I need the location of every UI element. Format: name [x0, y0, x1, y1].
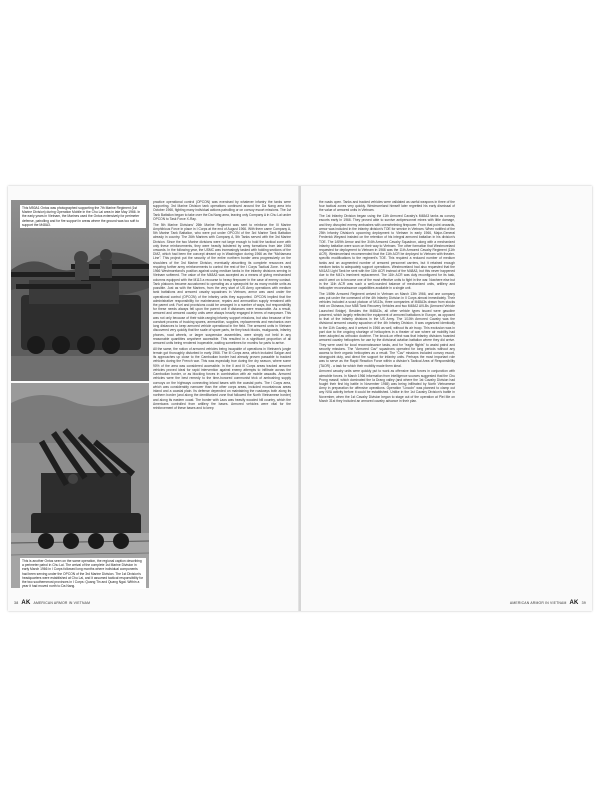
running-title-right: AMERICAN ARMOR IN VIETNAM	[509, 600, 567, 605]
page-number-right: 39	[581, 600, 586, 605]
photo-bottom-caption: This is another Ontos seen on the same operation, the regional caption describing a perimeter patrol in Chu Lai. The arrival of the complete 1st Marine Division in early March 1966 in I Corps followed long months where individual components had been serving under the OPCON of the 3rd Marine Division. The 1st Division's headquarters were established at Chu Lai, and it assumed tactical responsibility for the two southernmost provinces in I Corps: Quang Tin and Quang Ngai. Within a year it had moved north to Da Nang.	[20, 558, 146, 589]
right-paragraph: Armored cavalry units were quickly put to work as offensive task forces in conjunction with airmobile forces. In March 1966 information from intelligence sources suggested that the Chu Prong massif, which dominated the Ia Drang valley (and where the 1st Cavalry Division had fought their first big battle in November 1965) was being infiltrated by North Vietnamese Army in preparation for offensive operations. Operation "Lincoln" was planned to clamp out any NVA activity before it could be established. Unlike in the 1st Cavalry Division's battle in November, when the 1st Cavalry Division began to stage out of the operation at Plei Me on March 31st they included an armored cavalry advance in their plan.	[319, 369, 455, 403]
ak-logo: AK	[569, 599, 579, 606]
left-body-column	[153, 200, 291, 598]
page-number-left: 38	[14, 600, 19, 605]
running-title-left: AMERICAN ARMOR IN VIETNAM	[33, 600, 91, 605]
left-paragraph: The 5th Marine Divisions' 26th Marine Regiment was sent to reinforce the III Marine Amphibious Force in place in I Corps at the end of August 1966. With them came Company A, 5th Marine Tank Battalion, who were put under OPCON of the 3rd Marine Tank Battalion already in country. The 26th Marines with Company A, 5th Tanks served with the 3rd Marine Division. Since the two Marine divisions were not large enough to hold the tactical zone with only these reinforcements, they were heavily bolstered by army formations from late 1966 onwards. In the following year, the USMC was increasingly tasked with holding sections of the DMZ, which had been the concept dreamt up in Washington during 1966 as the "McNamara Line". This project put the security of the entire northern border area progressively on the shoulders of the 3rd Marine Division, eventually absorbing its complete resources and requiring further army reinforcements to control the rest of the I Corps Tactical Zone. In early 1966 Westmoreland's position against using medium tanks in the infantry divisions serving in Vietnam softened. The value of the M48A3 was accepted as a means of giving mechanized columns equipped with the M113 a recourse to heavy firepower in the case of enemy contact. Tank platoons became accustomed to operating as a spearpoint for as many mobile units as possible. Just as with the Marines, from the very start of US Army operations with medium tank battalions and armored cavalry squadrons in Vietnam, armor was used under the operational control (OPCON) of the infantry units they supported. OPCON implied that the administrative responsibility for maintenance, repairs and ammunition supply remained with the parent unit. Fuel and provisions could be arranged in a number of ways, but responsibility for these needs always fell upon the parent unit if distances were reasonable. As a result, armored and armored cavalry units were always heavily engaged in terms of manpower. This was not only because of their wide-ranging infantry support missions, but also because of the constant process of trucking spares, ammunition, supplies, replacements and mechanics over long distances to keep armored vehicle operational in the field. The armored units in Vietnam discovered very quickly that the scale of spare parts, be they track blocks, mudguards, infantry phones, road wheels, or larger suspension assemblies, were simply not held in any reasonable quantities anywhere accessible. This resulted in a significant proportion of all armored units being rendered inoperable, waiting sometimes for months for parts to arrive.	[153, 222, 291, 346]
right-paragraph: The 1/69th Armored Regiment arrived in Vietnam on March 13th 1966, and one company was put under the command of the 4th Infantry Division in II Corps almost immediately. Their vehicles included a scout platoon of M113s, three companies of M48A3s drawn from stocks held on Okinawa, four M88 Tank Recovery Vehicles and two M48A2 AVLBs (Armored Vehicle Launched Bridge). Besides the M48A3s, all other vehicle types issued were gasoline powered, which largely reflected the equipment of armored battalions in Europe, as opposed to that of the infantry divisions in the US Army. The 1/10th Armored Cavalry was the divisional armored cavalry squadron of the 4th Infantry Division. It was organized identically to the 11th Cavalry, and it arrived in 1966 as well, without its air troop. This exclusion was in part due to the ongoing shortage of helicopters in a theater of war where air mobility had been adopted as orthodox doctrine. The knock-on effect was that infantry divisions hoarded armored cavalry helicopters for use by the divisional aviation battalion where they did arrive. They were used for local reconnaissance tasks, and for "eagle flights" to assist patrol and security missions. The "Armored Cav" squadrons operated for long periods without any access to their organic helicopters as a result. The "Cav" missions included convoy escort, strongpoint duty, and direct fire support for infantry units. Perhaps the most important role was to serve as the Rapid Reaction Force within a division's Tactical Area of Responsibility (TAOR) - a task for which their mobility made them ideal.	[319, 291, 455, 368]
right-paragraph: The 1st Infantry Division began using the 11th Armored Cavalry's M48A3 tanks as convoy escorts early in 1966. They proved able to survive antipersonnel mines with little damage, and they disrupted enemy ambushes with overwhelming firepower. From that point onwards, armor was included in the infantry division's TOE for service in Vietnam. When notified of the 25th Infantry Division's upcoming deployment to Vietnam in early 1966, Major-General Frederick Weyand insisted on the retention of his integral armored battalion in his division's TOE. The 1/69th Armor and the 3/4th Armored Cavalry Squadron, along with a mechanized infantry battalion were soon on their way to Vietnam. The other formation that Westmoreland requested for deployment to Vietnam in 1966 was the 11th Armored Cavalry Regiment (11th ACR). Westmoreland recommended that the 11th ACR be deployed to Vietnam with theater-specific modifications to the regiment's TOE. This required a reduced number of medium tanks and an augmented number of armored personnel carriers, but it retained enough medium tanks to adequately support operations. Westmoreland had also requested that the M41A3 Light Tank be sent with the 11th ACR instead of the M48A3, but this never happened due to the M41's imminent replacement. The 11th ACR was duly reconfigured for its task, and it went on to become one of the most effective units to fight in the war. Nowhere else but in the 11th ACR was such a well-rounded balance of mechanized units, artillery and helicopter reconnaissance capabilities available in a single unit.	[319, 214, 455, 291]
left-footer	[14, 599, 90, 606]
left-paragraph: practice operational control (OPCON) was exercised by whatever infantry the tanks were supporting. 3rd Marine Division tank operations continued around the Da Nang area into October 1966, fighting many individual actions patrolling or on convoy escort missions. The 1st Tank Battalion began to take over the Da Nang area, leaving only Company A in Chu Lai under OPCON to Task Force X-Ray.	[153, 200, 291, 221]
ak-logo: AK	[21, 599, 31, 606]
right-body-column-a	[319, 200, 455, 598]
right-footer	[510, 599, 586, 606]
book-spread	[8, 186, 592, 611]
right-page	[301, 186, 592, 611]
right-paragraph: the roads open. Tanks and tracked vehicles were validated as useful weapons in three of the four tactical zones very quickly. Westmoreland himself later regretted his early dismissal of the value of armored units in Vietnam.	[319, 200, 455, 213]
photo-top-caption: This M50A1 Ontos was photographed supporting the 7th Marine Regiment (1st Marine Division) during Operation Mobile in the Chu Lai area in late May 1966. In the early years in Vietnam, the Marines used the Ontos extensively for perimeter defense, patrolling and for fire support in areas where the ground was too soft to support the M48A3.	[20, 205, 146, 228]
left-page	[8, 186, 299, 611]
left-paragraph: All the same, the notion of armored vehicles being incapable of operations in Vietnam's jungle terrain got thoroughly disturbed in early 1966. The III Corps area, which included Saigon and its approaches up close to the Cambodian border had already proven passable to tracked vehicles during the French war. This was especially true during the dry season, where some 90% of the area was considered accessible. In the II and III Corps areas tracked armored vehicles proved ideal for rapid intervention against enemy attempts to infiltrate across the Cambodian border, or as blocking forces in combination with air mobile assaults. Armored vehicles were the best remedy to the time-honored communist trick of ambushing supply convoys on the highways connecting inland bases with the coastal ports. The I Corps area, which was considerably narrower than the other corps areas, included mountainous areas inland and a coastal plain. Its defense depended on maintaining the roadways both along its northern border (and along the demilitarized zone that followed the North Vietnamese border) and along its eastern coast. The border with Laos was heavily wooded hill country, which the Americans controlled from artillery fire bases. Armored vehicles were vital for the reinforcement of these bases and to keep	[153, 346, 291, 411]
